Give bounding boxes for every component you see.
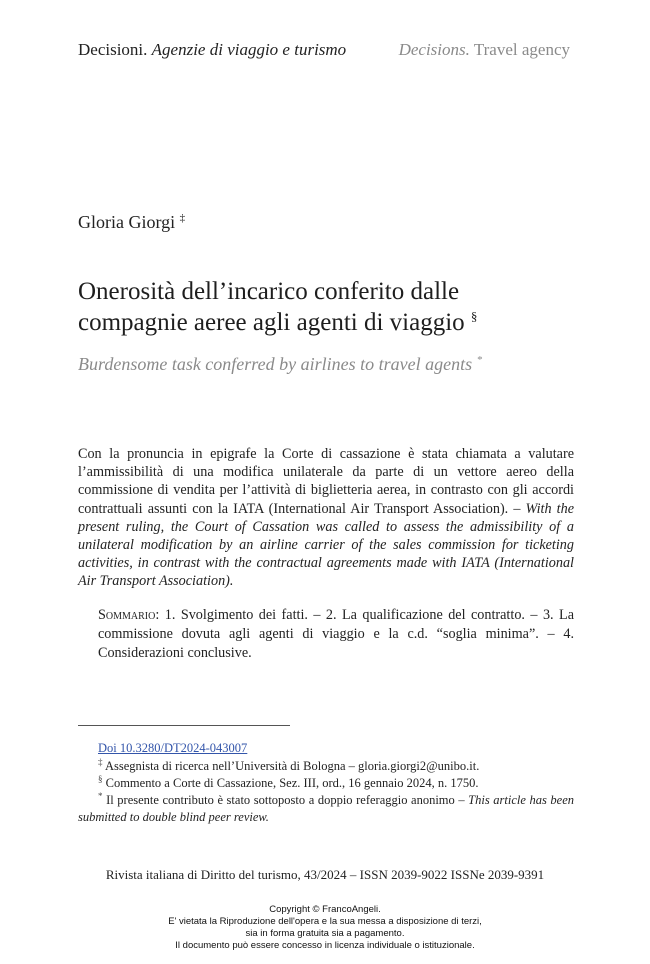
abstract	[78, 445, 574, 591]
copyright-line-1: Copyright © FrancoAngeli.	[269, 904, 381, 915]
running-header-left	[78, 40, 346, 60]
article-subtitle	[78, 354, 578, 375]
footnote-1-text: Assegnista di ricerca nell’Università di Bologna – gloria.giorgi2@unibo.it.	[104, 759, 480, 773]
doi-link[interactable]: Doi 10.3280/DT2024-043007	[98, 741, 248, 755]
table-of-contents	[98, 606, 574, 663]
summary-label: Sommario	[98, 607, 156, 623]
title-line-1: Onerosità dell’incarico conferito dalle	[78, 278, 460, 305]
title-line-2: compagnie aeree agli agenti di viaggio	[78, 309, 465, 336]
summary-text: : 1. Svolgimento dei fatti. – 2. La qualificazione del contratto. – 3. La commissione dovuta agli agenti di viaggio e la c.d. “soglia minima”. – 4. Considerazioni conclusive.	[98, 607, 574, 661]
journal-citation: Rivista italiana di Diritto del turismo, 43/2024 – ISSN 2039-9022 ISSNe 2039-9391	[105, 867, 545, 882]
copyright-line-4: Il documento può essere concesso in licenza individuale o istituzionale.	[175, 940, 475, 951]
copyright-line-2: E' vietata la Riproduzione dell'opera e la sua messa a disposizione di terzi,	[168, 916, 482, 927]
running-header-right	[399, 40, 570, 60]
footnote-3-text-it: Il presente contributo è stato sottoposto a doppio referaggio anonimo –	[106, 793, 465, 807]
header-section: Decisioni.	[78, 40, 148, 59]
footnote-2	[98, 775, 478, 792]
article-title	[78, 276, 578, 338]
header-section-en: Decisions.	[398, 40, 470, 59]
subtitle-footnote-mark: *	[476, 354, 483, 366]
subtitle-text: Burdensome task conferred by airlines to travel agents	[78, 354, 473, 374]
footnote-3-text-en: This article has been submitted to double blind peer review.	[78, 793, 575, 824]
footnote-1-mark: ‡	[98, 756, 103, 767]
footnote-separator	[78, 725, 290, 726]
copyright-line-3: sia in forma gratuita sia a pagamento.	[245, 928, 405, 939]
abstract-english: With the present ruling, the Court of Cassation was called to assess the admissibility of a unilateral modification by an airline carrier of the sales commission for ticketing activities, in contrast with the contractual agreements made with IATA (International Air Transport Association).	[78, 500, 574, 590]
footnote-2-mark: §	[98, 773, 103, 784]
title-footnote-mark: §	[470, 308, 478, 324]
footnote-1	[98, 758, 479, 775]
footnote-3	[78, 792, 574, 826]
header-subsection: Agenzie di viaggio e turismo	[151, 40, 347, 59]
header-subsection-en: Travel agency	[473, 40, 570, 59]
author-name: Gloria Giorgi	[78, 212, 176, 232]
abstract-italian: Con la pronuncia in epigrafe la Corte di cassazione è stata chiamata a valutare l’ammissibilità di una modifica unilaterale da parte di un vettore aereo della commissione di vendita per l’attività di biglietteria aerea, in contrasto con gli accordi contrattuali assunti con la IATA (International Air Transport Association). –	[78, 446, 574, 517]
copyright-notice	[0, 904, 650, 952]
author	[78, 212, 185, 233]
footnote-3-mark: *	[98, 790, 103, 801]
author-footnote-mark: ‡	[179, 212, 186, 224]
footnote-2-text: Commento a Corte di Cassazione, Sez. III, ord., 16 gennaio 2024, n. 1750.	[105, 776, 479, 790]
